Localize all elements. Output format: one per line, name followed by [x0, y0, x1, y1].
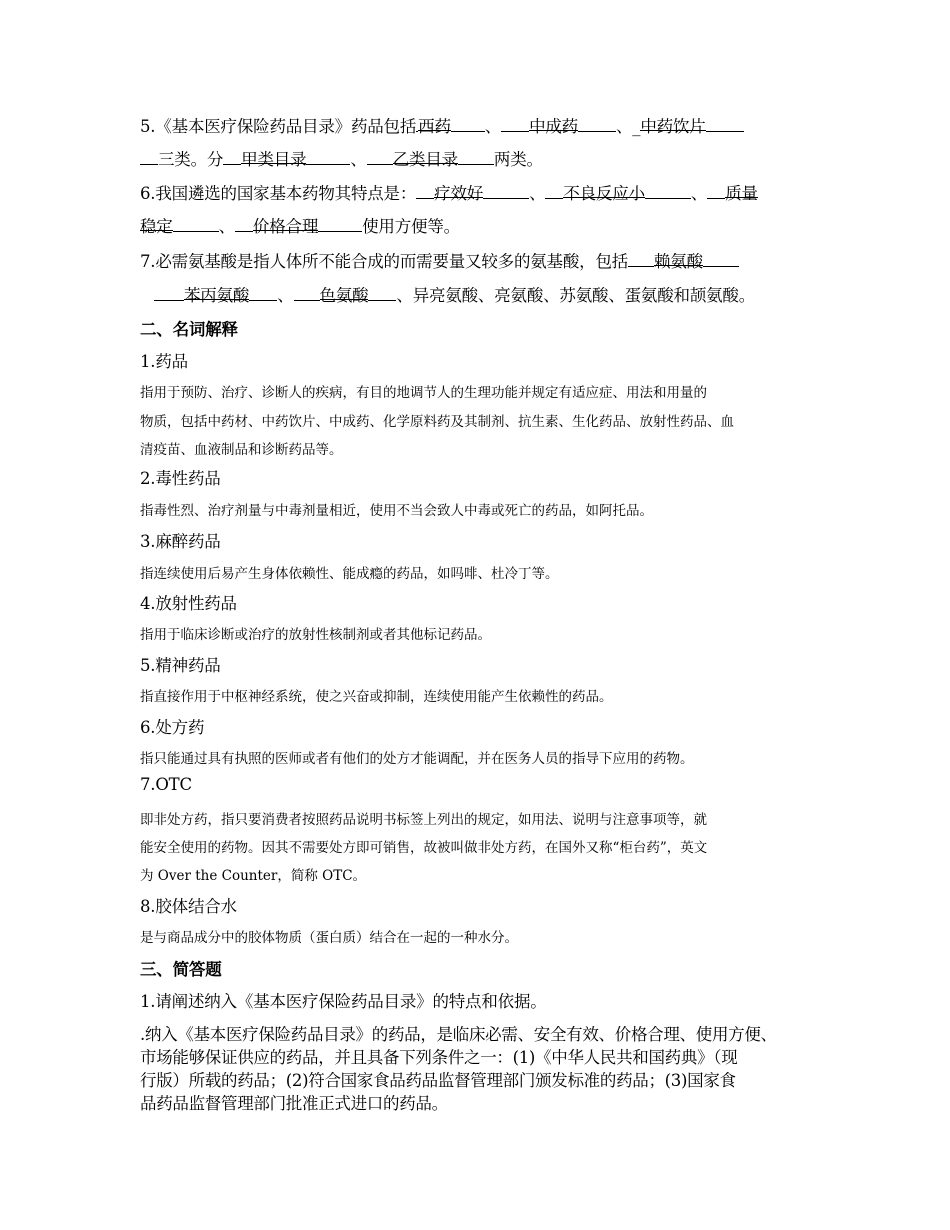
term-title: 4.放射性药品	[140, 594, 237, 613]
term-title: 3.麻醉药品	[140, 532, 221, 551]
term-title: 7.OTC	[140, 775, 192, 794]
q6-answer-4: 价格合理	[253, 213, 318, 231]
q7-answer-1: 赖氨酸	[654, 248, 703, 266]
q7-answer-3: 色氨酸	[320, 282, 369, 300]
fill-question-5-line-1: 5.《基本医疗保险药品目录》药品包括 西药 、 中成药 、_中药饮片	[140, 113, 744, 137]
answer-line: 行版）所载的药品；(2)符合国家食品药品监督管理部门颁发标准的药品；(3)国家食	[140, 1071, 736, 1090]
term-definition-line: 指直接作用于中枢神经系统，使之兴奋或抑制，连续使用能产生依赖性的药品。	[140, 689, 613, 705]
term-title: 1.药品	[140, 352, 188, 371]
term-title: 2.毒性药品	[140, 469, 221, 488]
term-title: 8.胶体结合水	[140, 897, 237, 916]
term-definition-line: 能安全使用的药物。因其不需要处方即可销售，故被叫做非处方药，在国外又称“柜台药”，英文	[140, 840, 708, 856]
short-answer-question: 1.请阐述纳入《基本医疗保险药品目录》的特点和依据。	[140, 992, 547, 1011]
answer-line: 品药品监督管理部门批准正式进口的药品。	[140, 1094, 448, 1113]
term-definition-line: 指毒性烈、治疗剂量与中毒剂量相近，使用不当会致人中毒或死亡的药品，如阿托品。	[140, 503, 653, 519]
q6-answer-2: 不良反应小	[563, 180, 645, 198]
fill-question-6-line-1: 6.我国遴选的国家基本药物其特点是： 疗效好 、 不良反应小 、 质量	[140, 180, 758, 204]
q5-answer-3: 中药饮片	[640, 113, 705, 131]
q5-answer-4: 甲类目录	[241, 146, 306, 164]
term-definition-line: 指只能通过具有执照的医师或者有他们的处方才能调配，并在医务人员的指导下应用的药物。	[140, 751, 694, 767]
fill-question-6-line-2: 稳定 、 价格合理 使用方便等。	[140, 213, 460, 237]
q6-answer-3-cont: 稳定	[140, 213, 173, 231]
q5-answer-5: 乙类目录	[393, 146, 458, 164]
fill-question-5-line-2: 三类。分 甲类目录 、 乙类目录 两类。	[140, 146, 543, 170]
q6-answer-3: 质量	[725, 180, 758, 198]
section-2-heading: 二、名词解释	[140, 320, 238, 339]
answer-line: .纳入《基本医疗保险药品目录》的药品，是临床必需、安全有效、价格合理、使用方便、	[140, 1025, 777, 1044]
q7-answer-2: 苯丙氨酸	[184, 282, 249, 300]
fill-question-7-line-2: 苯丙氨酸 、 色氨酸 、异亮氨酸、亮氨酸、苏氨酸、蛋氨酸和颉氨酸。	[154, 282, 755, 306]
fill-question-7-line-1	[140, 248, 739, 272]
q5-answer-1: 西药	[418, 113, 451, 131]
answer-line: 市场能够保证供应的药品，并且具备下列条件之一：(1)《中华人民共和国药典》（现	[140, 1048, 738, 1067]
q6-answer-1: 疗效好	[434, 180, 483, 198]
q6-prefix: 6.我国遴选的国家基本药物其特点是：	[140, 184, 417, 203]
term-definition-line: 即非处方药，指只要消费者按照药品说明书标签上列出的规定，如用法、说明与注意事项等，就	[140, 812, 707, 828]
term-definition-line: 物质，包括中药材、中药饮片、中成药、化学原料药及其制剂、抗生素、生化药品、放射性药品、血	[140, 414, 734, 430]
term-title: 6.处方药	[140, 718, 205, 737]
term-definition-line: 清疫苗、血液制品和诊断药品等。	[140, 442, 343, 458]
q6-answer-5: 使用方便等。	[362, 217, 460, 236]
term-definition-line: 指用于预防、治疗、诊断人的疾病，有目的地调节人的生理功能并规定有适应症、用法和用量的	[140, 385, 707, 401]
q5-mid: 三类。分	[158, 150, 224, 169]
q5-prefix: 5.《基本医疗保险药品目录》药品包括	[140, 117, 417, 136]
term-definition-line: 指用于临床诊断或治疗的放射性核制剂或者其他标记药品。	[140, 627, 491, 643]
term-title: 5.精神药品	[140, 656, 221, 675]
q7-prefix: 7.必需氨基酸是指人体所不能合成的而需要量又较多的氨基酸，包括	[140, 252, 629, 271]
term-definition-line: 指连续使用后易产生身体依赖性、能成瘾的药品，如吗啡、杜冷丁等。	[140, 566, 559, 582]
q5-answer-2: 中成药	[529, 113, 578, 131]
term-definition-line: 为 Over the Counter，简称 OTC。	[140, 868, 367, 884]
term-definition-line: 是与商品成分中的胶体物质（蛋白质）结合在一起的一种水分。	[140, 930, 518, 946]
q7-suffix: 、异亮氨酸、亮氨酸、苏氨酸、蛋氨酸和颉氨酸。	[396, 286, 756, 305]
section-3-heading: 三、简答题	[140, 960, 222, 979]
q5-suffix: 两类。	[493, 150, 543, 169]
